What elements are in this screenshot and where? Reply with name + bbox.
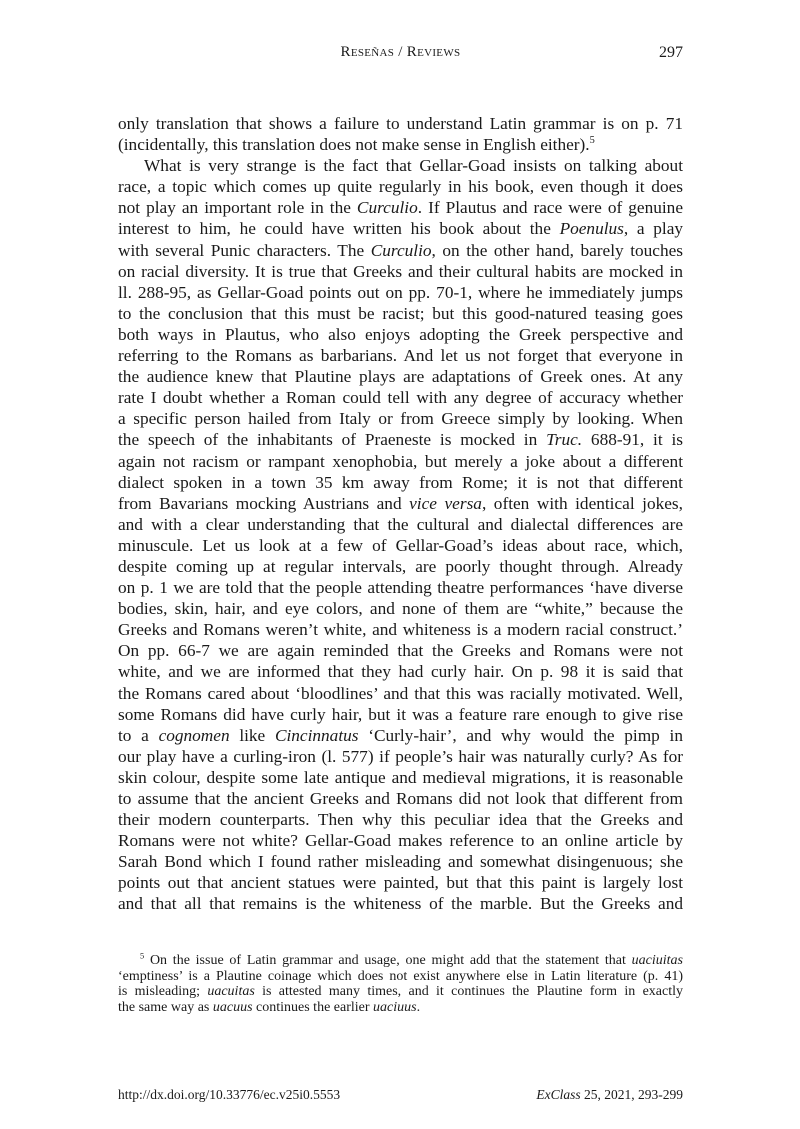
text-run: Sarah Bond which I found rather misleading and somewhat disingenuous; she [118, 852, 683, 872]
running-title: Reseñas / Reviews [340, 44, 461, 60]
body-line [118, 535, 683, 556]
text-run: the same way as [118, 999, 213, 1015]
italic-text: Poenulus [559, 219, 624, 239]
body-line [118, 661, 683, 682]
body-line [118, 830, 683, 851]
text-run: not play an important role in the [118, 198, 357, 218]
text-run: skin colour, despite some late antique and medieval migrations, it is reasonable [118, 767, 683, 787]
running-header [118, 44, 683, 68]
footnote-line [118, 953, 683, 969]
text-run: a specific person hailed from Italy or from Greece simply by looking. When [118, 409, 683, 429]
body-line [118, 345, 683, 366]
text-run: . [416, 999, 421, 1015]
text-run: to a [118, 725, 159, 745]
body-line [118, 155, 683, 176]
text-run: referring to the Romans as barbarians. And let us not forget that everyone in [118, 346, 683, 366]
body-line [118, 556, 683, 577]
body-line [118, 788, 683, 809]
page-number: 297 [659, 44, 683, 61]
text-run: again not racism or rampant xenophobia, but merely a joke about a different [118, 451, 683, 471]
body-line [118, 683, 683, 704]
text-run: continues the earlier [252, 999, 374, 1015]
text-run: despite coming up at regular intervals, are poorly thought through. Already [118, 556, 683, 576]
italic-text: Cincinnatus [274, 725, 359, 745]
body-line [118, 872, 683, 893]
body-text [118, 113, 683, 915]
italic-text: uacuus [212, 999, 253, 1015]
journal-citation [536, 1087, 683, 1103]
body-line [118, 134, 683, 155]
body-line [118, 451, 683, 472]
body-line [118, 725, 683, 746]
body-line [118, 472, 683, 493]
footnote-line [118, 1000, 683, 1016]
text-run: on p. 1 we are told that the people attending theatre performances ‘have diverse [118, 578, 683, 598]
text-run: Greeks and Romans weren’t white, and whiteness is a modern racial construct.’ [118, 620, 683, 640]
journal-name: ExClass [536, 1087, 581, 1102]
body-line [118, 746, 683, 767]
body-line [118, 851, 683, 872]
text-run: Romans were not white? Gellar-Goad makes reference to an online article by [118, 831, 683, 851]
text-run: What is very strange is the fact that Gellar-Goad insists on talking about [144, 156, 683, 176]
text-run: with several Punic characters. The [118, 240, 371, 260]
footnote-line [118, 969, 683, 985]
text-run: the speech of the inhabitants of Praeneste is mocked in [118, 430, 547, 450]
body-line [118, 113, 683, 134]
footnote-marker: 5 [140, 951, 145, 961]
body-line [118, 577, 683, 598]
body-line [118, 366, 683, 387]
body-line [118, 893, 683, 914]
body-line [118, 218, 683, 239]
text-run: interest to him, he could have written his book about the [118, 219, 560, 239]
body-line [118, 282, 683, 303]
body-line [118, 240, 683, 261]
text-run: our play have a curling-iron (l. 577) if people’s hair was naturally curly? As for [118, 746, 683, 766]
italic-text: uacuitas [207, 984, 255, 1000]
text-run: like [229, 725, 275, 745]
text-run: dialect spoken in a town 35 km away from Rome; it is not that different [118, 472, 683, 492]
text-run: points out that ancient statues were painted, but that this paint is largely lost [118, 873, 683, 893]
text-run: white, and we are informed that they had curly hair. On p. 98 it is said that [118, 662, 683, 682]
body-line [118, 197, 683, 218]
body-line [118, 176, 683, 197]
body-line [118, 640, 683, 661]
footnote-line [118, 984, 683, 1000]
body-line [118, 598, 683, 619]
italic-text: Curculio [370, 240, 432, 260]
text-run: . If Plautus and race were of genuine [417, 198, 683, 218]
text-run: both ways in Plautus, who also enjoys adopting the Greek perspective and [118, 324, 683, 344]
volume-pages: 25, 2021, 293-299 [580, 1087, 683, 1102]
text-run: the Romans cared about ‘bloodlines’ and that this was racially motivated. Well, [118, 683, 683, 703]
text-run: , often with identical jokes, [481, 493, 683, 513]
footnote [118, 953, 683, 1015]
text-run: on racial diversity. It is true that Greeks and their cultural habits are mocked in [118, 261, 683, 281]
footnote-marker: 5 [589, 135, 595, 147]
body-line [118, 408, 683, 429]
italic-text: uaciuitas [631, 953, 683, 968]
body-line [118, 514, 683, 535]
text-run: is attested many times, and it continues the Plautine form in exactly [254, 984, 683, 1000]
text-run: , a play [623, 219, 684, 239]
italic-text: Curculio [356, 198, 418, 218]
text-run: rate I doubt whether a Roman could tell with any degree of accuracy whether [118, 388, 683, 408]
text-run: some Romans did have curly hair, but it was a feature rare enough to give rise [118, 704, 683, 724]
text-run: ‘Curly-hair’, and why would the pimp in [358, 725, 683, 745]
text-run: their modern counterparts. Then why this peculiar idea that the Greeks and [118, 810, 683, 830]
italic-text: cognomen [158, 725, 230, 745]
italic-text: Truc. [546, 430, 583, 450]
text-run: is misleading; [118, 984, 208, 1000]
text-run: 688-91, it is [582, 430, 683, 450]
text-run: On pp. 66-7 we are again reminded that the Greeks and Romans were not [118, 641, 683, 661]
text-run: On the issue of Latin grammar and usage, one might add that the statement that [144, 953, 632, 968]
body-line [118, 493, 683, 514]
body-line [118, 429, 683, 450]
italic-text: uaciuus [373, 999, 417, 1015]
text-run: and that all that remains is the whiteness of the marble. But the Greeks and [118, 894, 683, 914]
body-line [118, 261, 683, 282]
body-line [118, 303, 683, 324]
doi-link[interactable]: http://dx.doi.org/10.33776/ec.v25i0.5553 [118, 1087, 341, 1102]
text-run: ‘emptiness’ is a Plautine coinage which does not exist anywhere else in Latin literature (p. 41) [118, 968, 683, 984]
body-line [118, 704, 683, 725]
text-run: , on the other hand, barely touches [431, 240, 683, 260]
body-line [118, 619, 683, 640]
text-run: minuscule. Let us look at a few of Gellar-Goad’s ideas about race, which, [118, 535, 683, 555]
text-run: the audience knew that Plautine plays are adaptations of Greek ones. At any [118, 367, 683, 387]
body-line [118, 387, 683, 408]
text-run: from Bavarians mocking Austrians and [118, 493, 410, 513]
body-line [118, 767, 683, 788]
text-run: (incidentally, this translation does not make sense in English either). [118, 135, 590, 155]
text-run: bodies, skin, hair, and eye colors, and none of them are “white,” because the [118, 599, 683, 619]
text-run: to the conclusion that this must be racist; but this good-natured teasing goes [118, 303, 683, 323]
body-line [118, 809, 683, 830]
text-run: and with a clear understanding that the cultural and dialectal differences are [118, 514, 683, 534]
italic-text: vice versa [409, 493, 482, 513]
text-run: ll. 288-95, as Gellar-Goad points out on pp. 70-1, where he immediately jumps [118, 282, 683, 302]
text-run: race, a topic which comes up quite regularly in his book, even though it does [118, 177, 683, 197]
text-run: to assume that the ancient Greeks and Romans did not look that different from [118, 789, 683, 808]
body-line [118, 324, 683, 345]
text-run: only translation that shows a failure to understand Latin grammar is on p. 71 [118, 114, 683, 133]
